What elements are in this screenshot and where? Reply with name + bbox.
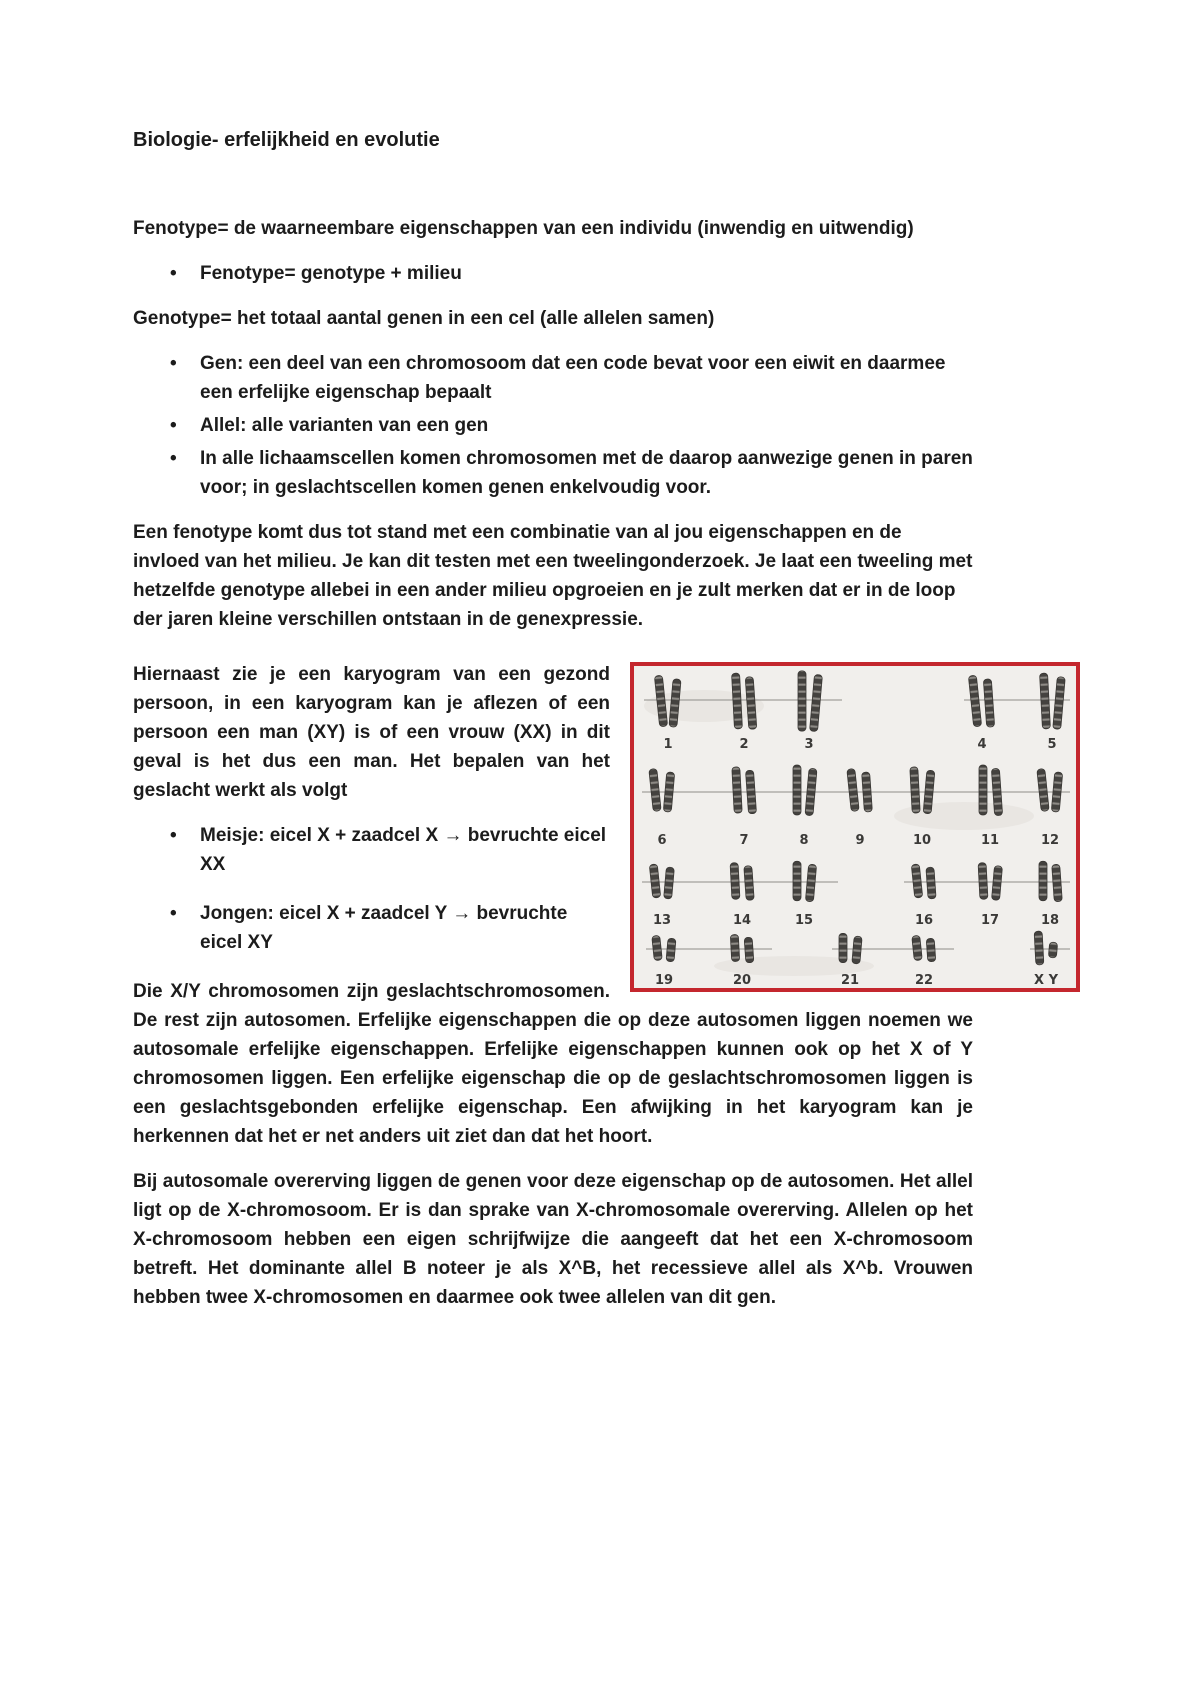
karyogram-label: 10 [912, 833, 932, 848]
karyogram-label: 21 [840, 973, 860, 988]
page-title: Biologie- erfelijkheid en evolutie [133, 129, 440, 151]
paragraph-tweelingonderzoek: Een fenotype komt dus tot stand met een combinatie van al jou eigenschappen en de invloed van het milieu. Je kan dit testen met een tweelingonderzoek. Je laat een tweeling met hetzelfde genotype allebei in een ander milieu opgroeien en je zult merken dat er in de loop der jaren kleine verschillen ontstaan in de genexpressie. [133, 522, 973, 630]
karyogram-label: 5 [1047, 737, 1057, 752]
karyogram-label: 20 [732, 973, 752, 988]
karyogram-label: 4 [977, 737, 987, 752]
bullet-item: • Allel: alle varianten van een gen [200, 411, 973, 440]
karyogram-label: X Y [1034, 973, 1058, 988]
bullet-item: • Jongen: eicel X + zaadcel Y → bevruchte eicel XY [200, 899, 973, 957]
bullet-list-fenotype [133, 259, 973, 288]
karyogram-label: 17 [980, 913, 1000, 928]
paragraph-genotype-definition: Genotype= het totaal aantal genen in een cel (alle allelen samen) [133, 308, 715, 329]
bullet-list-genotype [133, 349, 973, 502]
karyogram-label: 13 [652, 913, 672, 928]
karyogram-label: 15 [794, 913, 814, 928]
karyogram-label: 7 [739, 833, 749, 848]
paragraph-karyogram-intro: Hiernaast zie je een karyogram van een gezond persoon, in een karyogram kan je aflezen of een persoon een man (XY) is of een vrouw (XX) in dit geval is het dus een man. Het bepalen van het geslacht werkt als volgt [133, 664, 610, 801]
bullet-item: • In alle lichaamscellen komen chromosomen met de daarop aanwezige genen in paren voor; in geslachtscellen komen genen enkelvoudig voor. [200, 444, 973, 502]
text-wrap-section [133, 660, 1060, 1151]
karyogram-label: 14 [732, 913, 752, 928]
bullet-item: • Gen: een deel van een chromosoom dat een code bevat voor een eiwit en daarmee een erfelijke eigenschap bepaalt [200, 349, 973, 407]
paragraph-fenotype-definition: Fenotype= de waarneembare eigenschappen van een individu (inwendig en uitwendig) [133, 218, 914, 239]
karyogram-label: 2 [739, 737, 749, 752]
karyogram-label: 12 [1040, 833, 1060, 848]
karyogram-label: 18 [1040, 913, 1060, 928]
karyogram-label: 6 [657, 833, 667, 848]
bullet-item: • Meisje: eicel X + zaadcel X → bevruchte eicel XX [200, 821, 973, 879]
document-content [133, 128, 1060, 1328]
karyogram-label: 1 [663, 737, 673, 752]
bullet-item: • Fenotype= genotype + milieu [200, 259, 973, 288]
karyogram-label: 16 [914, 913, 934, 928]
karyogram-label: 3 [804, 737, 814, 752]
karyogram-label: 8 [799, 833, 809, 848]
paragraph-autosomale-overerving: Bij autosomale overerving liggen de genen voor deze eigenschap op de autosomen. Het allel ligt op de X-chromosoom. Er is dan sprake van X-chromosomale overerving. Allelen op het X-chromosoom hebben een eigen schrijfwijze die aangeeft dat het een X-chromosoom betreft. Het dominante allel B noteer je als X^B, het recessieve allel als X^b. Vrouwen hebben twee X-chromosomen en daarmee ook twee allelen van dit gen. [133, 1171, 973, 1308]
karyogram-label: 9 [855, 833, 865, 848]
karyogram-label: 19 [654, 973, 674, 988]
karyogram-label: 22 [914, 973, 934, 988]
paragraph-geslachtschromosomen: Die X/Y chromosomen zijn geslachtschromosomen. De rest zijn autosomen. Erfelijke eigenschappen die op deze autosomen liggen noemen we autosomale erfelijke eigenschappen. Erfelijke eigenschappen kunnen ook op het X of Y chromosomen liggen. Een erfelijke eigenschap die op de geslachtschromosomen liggen is een geslachtsgebonden erfelijke eigenschap. Een afwijking in het karyogram kan je herkennen dat het er net anders uit ziet dan dat het hoort. [133, 981, 973, 1147]
karyogram-label: 11 [980, 833, 1000, 848]
